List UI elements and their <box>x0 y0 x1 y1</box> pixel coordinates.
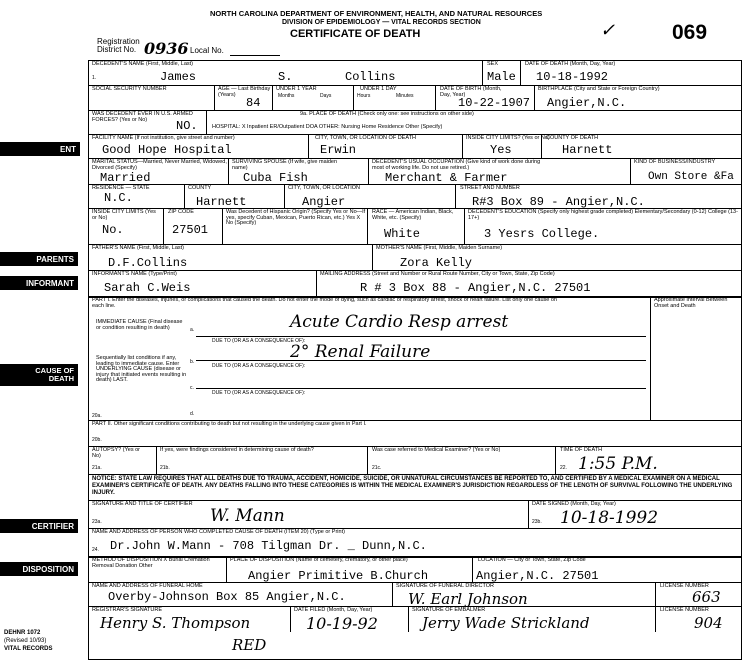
label-immediate: IMMEDIATE CAUSE (Final disease or condition resulting in death) <box>96 319 183 331</box>
city-res-value: Angier <box>302 195 346 209</box>
label-armed: WAS DECEDENT EVER IN U.S. ARMED FORCES? (Yes or No) <box>92 111 193 123</box>
time-death-value: 1:55 P.M. <box>578 454 658 474</box>
label-father: FATHER'S NAME (First, Middle, Last) <box>92 245 185 251</box>
label-registrar: REGISTRAR'S SIGNATURE <box>92 607 163 613</box>
sidebar-decedent: ENT <box>0 142 80 156</box>
label-time-death: TIME OF DEATH <box>560 447 603 453</box>
label-hours: Hours <box>357 93 371 99</box>
label-business: KIND OF BUSINESS/INDUSTRY <box>634 159 716 165</box>
inside-limits-value: No. <box>102 223 124 237</box>
mailing-value: R # 3 Box 88 - Angier,N.C. 27501 <box>360 281 591 295</box>
label-due-to-b: DUE TO (OR AS A CONSEQUENCE OF): <box>212 363 306 369</box>
label-due-to-c: DUE TO (OR AS A CONSEQUENCE OF): <box>212 390 306 396</box>
age-value: 84 <box>246 96 261 110</box>
county-value: Harnett <box>196 195 247 209</box>
registration-label: Registration District No. <box>97 37 140 54</box>
label-hispanic: Was Decedent of Hispanic Origin? (Specify Yes or No—If yes, specify Cuban, Mexican, Puerto Rican, etc.) Yes X No (Specify) <box>226 209 366 226</box>
label-due-to-a: DUE TO (OR AS A CONSEQUENCE OF): <box>212 338 306 344</box>
sidebar-disposition: DISPOSITION <box>0 562 78 576</box>
street-value: R#3 Box 89 - Angier,N.C. <box>472 195 645 209</box>
label-part2: PART II. Other significant conditions contributing to death but not resulting in the underlying cause given in Part I. <box>92 421 367 427</box>
director-signature: W. Earl Johnson <box>408 590 528 608</box>
label-sex: SEX <box>487 61 499 67</box>
label-city-death: CITY, TOWN, OR LOCATION OF DEATH <box>315 135 416 141</box>
label-dob: DATE OF BIRTH (Month, Day, Year) <box>440 86 502 98</box>
form-id: DEHNR 1072 <box>4 630 41 636</box>
label-autopsy-findings: If yes, were findings considered in determining cause of death? <box>160 447 314 453</box>
city-death-value: Erwin <box>320 143 357 157</box>
label-education: DECEDENT'S EDUCATION (Specify only highest grade completed) Elementary/Secondary (0-12) College (13-17+) <box>468 209 738 221</box>
label-mailing: MAILING ADDRESS (Street and Number or Rural Route Number, City or Town, State, Zip Code) <box>320 271 555 277</box>
label-facility: FACILITY NAME (If not institution, give street and number) <box>92 135 235 141</box>
vital-records-label: VITAL RECORDS <box>4 646 53 652</box>
label-part1: PART I. Enter the diseases, injuries, or complications that caused the death. Do not enter the mode of dying, such as cardiac or respiratory arrest, shock or heart failure. List only one cause on each line. <box>92 297 557 309</box>
marital-value: Married <box>100 171 151 185</box>
hospital-options: HOSPITAL: X Inpatient ER/Outpatient DOA OTHER: Nursing Home Residence Other (Specify) <box>212 124 443 130</box>
cause-b-value: 2° Renal Failure <box>290 342 431 362</box>
label-zip: ZIP CODE <box>168 209 194 215</box>
local-no-label: Local No. <box>190 46 224 55</box>
license2-value: 904 <box>694 614 723 632</box>
label-funeral-home: NAME AND ADDRESS OF FUNERAL HOME <box>92 583 203 589</box>
division-header: DIVISION OF EPIDEMIOLOGY — VITAL RECORDS SECTION <box>282 19 481 26</box>
county-death-value: Harnett <box>562 143 613 157</box>
dept-header: NORTH CAROLINA DEPARTMENT OF ENVIRONMENT, HEALTH, AND NATURAL RESOURCES <box>210 9 543 18</box>
dod-value: 10-18-1992 <box>536 70 609 84</box>
spouse-value: Cuba Fish <box>243 171 308 185</box>
label-date-signed: DATE SIGNED (Month, Day, Year) <box>532 501 616 507</box>
business-value: Own Store &Fa <box>648 171 734 183</box>
informant-value: Sarah C.Weis <box>104 281 191 295</box>
label-medical-examiner: Was case referred to Medical Examiner? (Yes or No) <box>372 447 501 453</box>
sex-value: Male <box>487 70 516 84</box>
armed-value: NO. <box>176 119 198 133</box>
label-name: DECEDENT'S NAME (First, Middle, Last) <box>92 61 193 67</box>
label-under1yr: UNDER 1 YEAR <box>276 86 317 92</box>
label-minutes: Minutes <box>396 93 414 99</box>
label-location: LOCATION — City or Town, State, Zip Code <box>478 557 586 563</box>
label-place-death: 9a. PLACE OF DEATH (Check only one: see instructions on other side) <box>300 111 474 117</box>
label-sig-embalmer: SIGNATURE OF EMBALMER <box>412 607 486 613</box>
label-dod: DATE OF DEATH (Month, Day, Year) <box>525 61 616 67</box>
label-marital: MARITAL STATUS—Married, Never Married, Widowed, Divorced (Specify) <box>92 159 227 171</box>
notice-text: NOTICE: STATE LAW REQUIRES THAT ALL DEATHS DUE TO TRAUMA, ACCIDENT, HOMICIDE, SUICIDE, OR UNNATURAL CIRCUMSTANCES BE REPORTED TO, AND CERTIFIED BY A MEDICAL EXAMINER ON A MEDICAL EXAMINER'S CERTIFICATE OF DEATH. ANY DEATHS FALLING INTO THESE CATEGORIES IS WITHIN THE MEDICAL EXAMINER'S JURISDICTION REGARDLESS OF THE LENGTH OF SURVIVAL FOLLOWING THE UNDERLYING INJURY. <box>92 476 733 496</box>
mother-value: Zora Kelly <box>400 256 473 270</box>
certificate-title: CERTIFICATE OF DEATH <box>290 28 421 40</box>
occupation-value: Merchant & Farmer <box>385 171 508 185</box>
label-street: STREET AND NUMBER <box>460 185 520 191</box>
registration-number: 0936 <box>144 39 189 58</box>
race-value: White <box>384 227 421 241</box>
label-days: Days <box>320 93 332 99</box>
last-name: Collins <box>345 70 396 84</box>
first-name: James <box>160 70 197 84</box>
label-res-state: RESIDENCE — STATE <box>92 185 150 191</box>
label-place-disp: PLACE OF DISPOSITION (Name of cemetery, crematory, or other place) <box>230 557 408 563</box>
location-value: Angier,N.C. 27501 <box>476 569 599 583</box>
label-informant: INFORMANT'S NAME (Type/Print) <box>92 271 177 277</box>
person-completed-value: Dr.John W.Mann - 708 Tilgman Dr. _ Dunn,N.C. <box>110 539 427 553</box>
label-interval: Approximate Interval Between Onset and Death <box>654 297 728 309</box>
label-birthplace: BIRTHPLACE (City and State or Foreign Country) <box>538 86 660 92</box>
certifier-signature: W. Mann <box>210 506 285 526</box>
birthplace-value: Angier,N.C. <box>547 96 627 110</box>
sidebar-cause: CAUSE OF DEATH <box>0 364 78 386</box>
form-revised: (Revised 10/93) <box>4 638 47 644</box>
date-signed-value: 10-18-1992 <box>560 508 659 528</box>
label-license2: LICENSE NUMBER <box>660 607 709 613</box>
label-date-filed: DATE FILED (Month, Day, Year) <box>294 607 373 613</box>
label-occupation: DECEDENT'S USUAL OCCUPATION (Give kind of work done during most of working life. Do not use retired.) <box>372 159 541 171</box>
label-mother: MOTHER'S NAME (First, Middle, Maiden Surname) <box>376 245 503 251</box>
facility-value: Good Hope Hospital <box>102 143 232 157</box>
label-method: METHOD OF DISPOSITION X Burial Cremation Removal Donation Other <box>92 557 210 569</box>
cause-a-value: Acute Cardio Resp arrest <box>290 312 509 332</box>
middle-name: S. <box>278 70 293 84</box>
label-license: LICENSE NUMBER <box>660 583 709 589</box>
label-autopsy: AUTOPSY? (Yes or No) <box>92 447 140 459</box>
father-value: D.F.Collins <box>108 256 188 270</box>
certificate-number: 069 <box>672 21 708 44</box>
label-inside-city: INSIDE CITY LIMITS? (Yes or No) <box>466 135 550 141</box>
sidebar-informant: INFORMANT <box>0 276 78 290</box>
dob-value: 10-22-1907 <box>458 96 531 110</box>
license-value: 663 <box>692 588 721 606</box>
label-under1day: UNDER 1 DAY <box>360 86 397 92</box>
label-county-death: COUNTY OF DEATH <box>546 135 599 141</box>
label-inside-limits: INSIDE CITY LIMITS (Yes or No) <box>92 209 156 221</box>
embalmer-signature: Jerry Wade Strickland <box>422 614 590 632</box>
label-months: Months <box>278 93 295 99</box>
sidebar-parents: PARENTS <box>0 252 78 266</box>
date-filed-value: 10-19-92 <box>306 614 378 633</box>
label-sig-director: SIGNATURE OF FUNERAL DIRECTOR <box>396 583 494 589</box>
label-race: RACE — American Indian, Black, White, etc. (Specify) <box>372 209 454 221</box>
place-disp-value: Angier Primitive B.Church <box>248 569 429 583</box>
zip-value: 27501 <box>172 223 209 237</box>
education-value: 3 Yesrs College. <box>484 227 600 241</box>
sidebar-certifier: CERTIFIER <box>0 519 78 533</box>
inside-city-value: Yes <box>490 143 512 157</box>
label-county: COUNTY <box>188 185 212 191</box>
label-person-completed: NAME AND ADDRESS OF PERSON WHO COMPLETED CAUSE OF DEATH (ITEM 20) (Type or Print) <box>92 529 345 535</box>
label-ssn: SOCIAL SECURITY NUMBER <box>92 86 167 92</box>
funeral-home-value: Overby-Johnson Box 85 Angier,N.C. <box>108 590 346 604</box>
registrar-signature: Henry S. Thompson <box>100 614 251 632</box>
res-state-value: N.C. <box>104 191 133 205</box>
label-signature-cert: SIGNATURE AND TITLE OF CERTIFIER <box>92 501 193 507</box>
label-city-res: CITY, TOWN, OR LOCATION <box>288 185 361 191</box>
label-age: AGE — Last Birthday (Years) <box>218 86 271 98</box>
checkmark-icon: ✓ <box>600 20 616 41</box>
label-spouse: SURVIVING SPOUSE (If wife, give maiden name) <box>232 159 338 171</box>
registrar-initials: RED <box>232 636 267 654</box>
label-sequential: Sequentially list conditions if any, leading to immediate cause. Enter UNDERLYING CAUSE (disease or injury that initiated events resulting in death) LAST. <box>96 355 187 383</box>
